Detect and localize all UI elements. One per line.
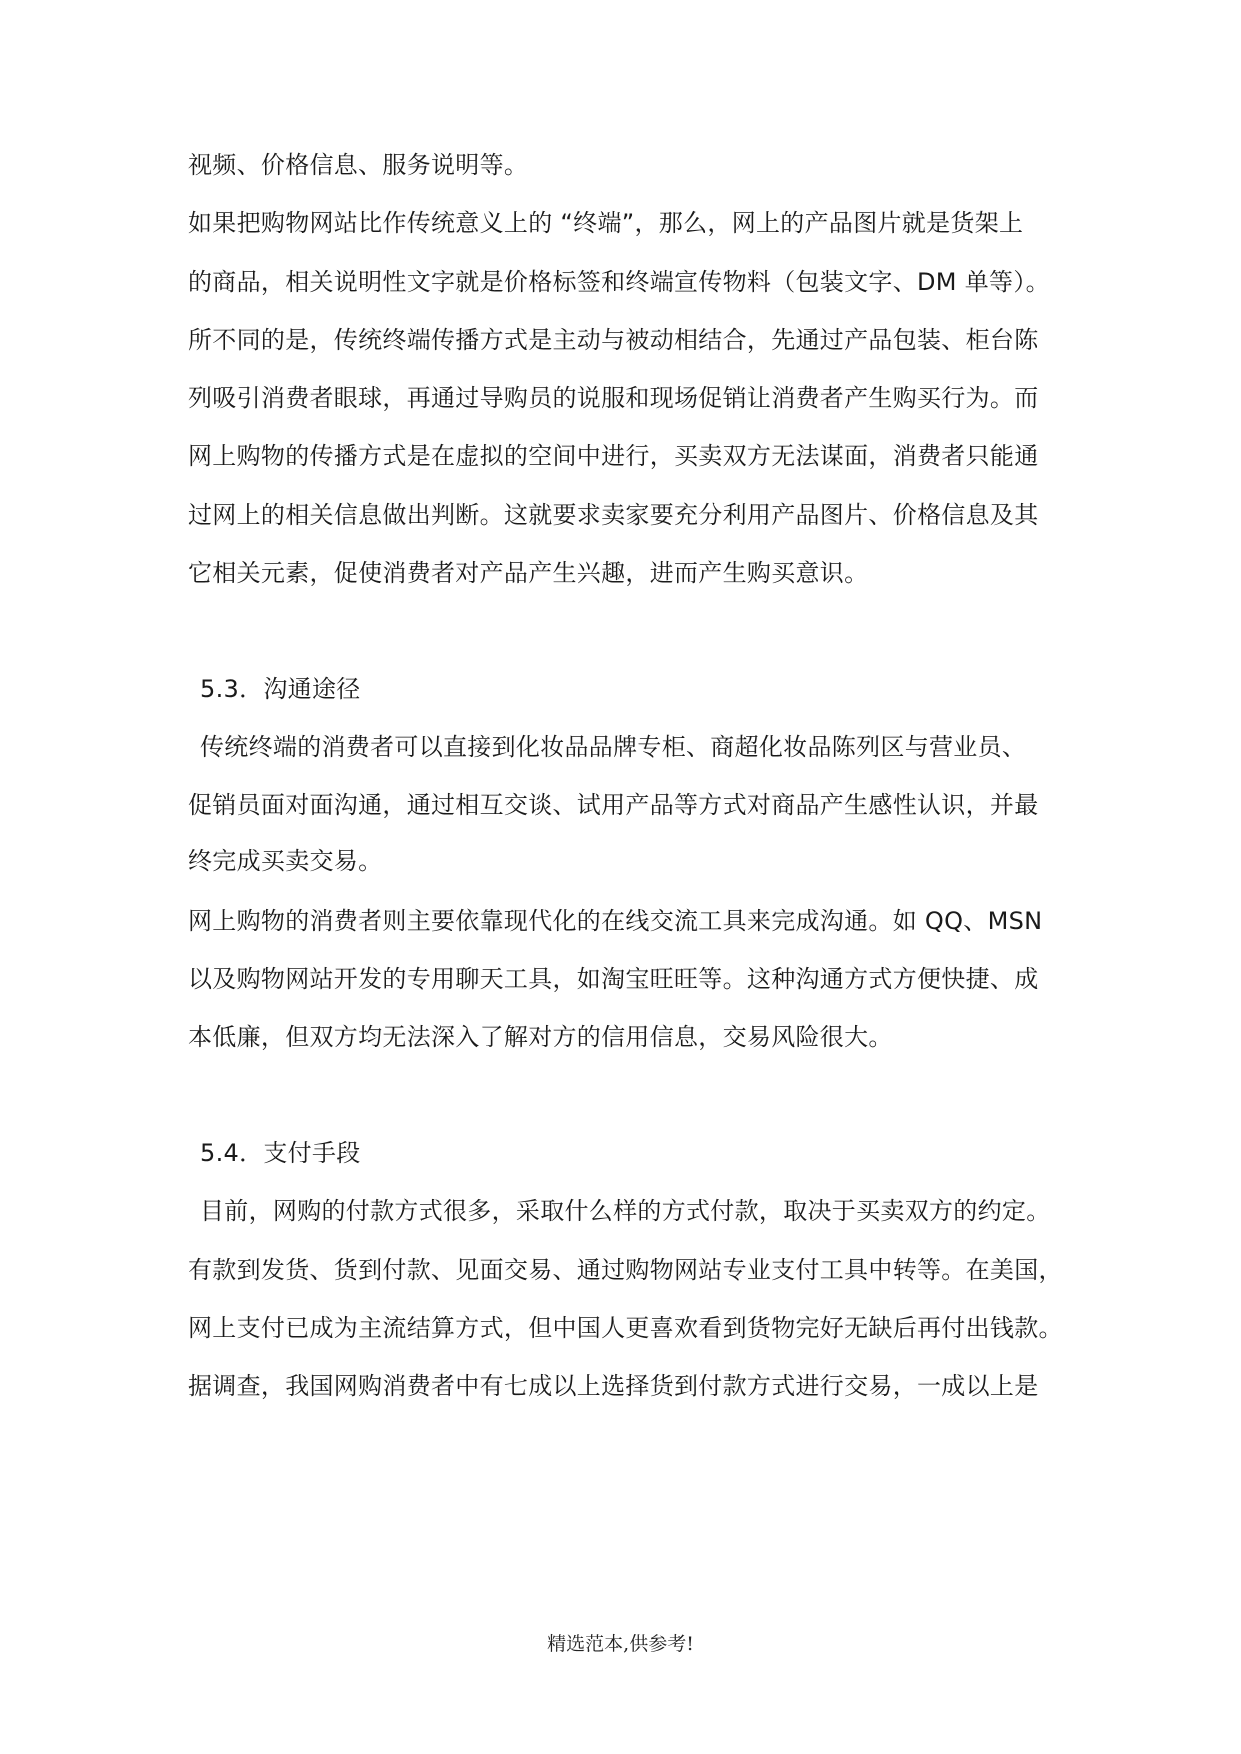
paragraph-line: 以及购物网站开发的专用聊天工具，如淘宝旺旺等。这种沟通方式方便快捷、成 — [188, 965, 1039, 993]
paragraph-line: 网上购物的传播方式是在虚拟的空间中进行，买卖双方无法谋面，消费者只能通 — [188, 442, 1039, 470]
paragraph-line: 传统终端的消费者可以直接到化妆品品牌专柜、商超化妆品陈列区与营业员、 — [200, 733, 1027, 761]
paragraph-line: 所不同的是，传统终端传播方式是主动与被动相结合，先通过产品包装、柜台陈 — [188, 326, 1039, 354]
paragraph-line: 促销员面对面沟通，通过相互交谈、试用产品等方式对商品产生感性认识，并最 — [188, 791, 1039, 819]
paragraph-line: 如果把购物网站比作传统意义上的 “终端”，那么，网上的产品图片就是货架上 — [188, 209, 1024, 237]
paragraph-line: 网上购物的消费者则主要依靠现代化的在线交流工具来完成沟通。如 QQ、MSN — [188, 907, 1043, 935]
paragraph-line: 终完成买卖交易。 — [188, 847, 383, 875]
section-heading-5-3: 5.3．沟通途径 — [200, 675, 361, 703]
paragraph-line: 据调查，我国网购消费者中有七成以上选择货到付款方式进行交易，一成以上是 — [188, 1372, 1039, 1400]
section-heading-5-4: 5.4．支付手段 — [200, 1139, 361, 1167]
paragraph-line: 的商品，相关说明性文字就是价格标签和终端宣传物料（包装文字、DM 单等）。 — [188, 268, 1050, 296]
paragraph-line: 有款到发货、货到付款、见面交易、通过购物网站专业支付工具中转等。在美国， — [188, 1256, 1063, 1284]
paragraph-line: 视频、价格信息、服务说明等。 — [188, 151, 529, 179]
paragraph-line: 本低廉，但双方均无法深入了解对方的信用信息，交易风险很大。 — [188, 1023, 893, 1051]
page-footer: 精选范本,供参考! — [547, 1633, 694, 1655]
paragraph-line: 网上支付已成为主流结算方式，但中国人更喜欢看到货物完好无缺后再付出钱款。 — [188, 1314, 1063, 1342]
paragraph-line: 它相关元素，促使消费者对产品产生兴趣，进而产生购买意识。 — [188, 559, 869, 587]
paragraph-line: 过网上的相关信息做出判断。这就要求卖家要充分利用产品图片、价格信息及其 — [188, 501, 1039, 529]
paragraph-line: 列吸引消费者眼球，再通过导购员的说服和现场促销让消费者产生购买行为。而 — [188, 384, 1039, 412]
paragraph-line: 目前，网购的付款方式很多，采取什么样的方式付款，取决于买卖双方的约定。 — [200, 1197, 1051, 1225]
